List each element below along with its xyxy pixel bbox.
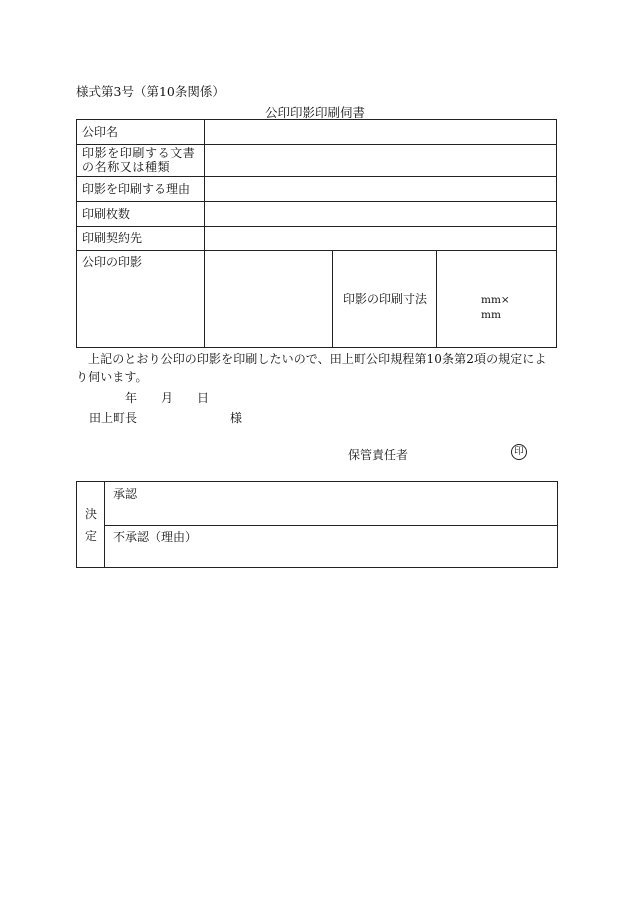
date-day: 日 [197,391,210,405]
decision-label-top: 決 [85,507,98,521]
decision-label-bottom: 定 [85,529,98,543]
seal-impression-area[interactable] [206,252,331,347]
approve-option[interactable]: 承認 [113,487,138,501]
column-divider [436,250,437,348]
date-month: 月 [161,391,174,405]
column-divider [204,120,205,347]
print-reason-label: 印影を印刷する理由 [82,182,191,196]
seal-mark-icon: 印 [511,444,527,460]
document-name-field[interactable] [206,146,556,175]
print-reason-field[interactable] [206,178,556,200]
decision-box [76,481,558,568]
date-year: 年 [125,391,138,405]
print-contractor-label: 印刷契約先 [82,231,143,245]
honorific: 様 [230,411,243,425]
document-name-label-line2: の名称又は種類 [82,160,171,174]
row-divider [77,201,556,202]
row-divider [77,250,556,251]
custodian-label: 保管責任者 [348,448,409,462]
print-count-label: 印刷枚数 [82,207,131,221]
addressee: 田上町長 [89,411,138,425]
form-number: 様式第3号（第10条関係） [76,84,225,99]
print-size-label: 印影の印刷寸法 [343,292,428,306]
row-divider [104,525,557,526]
column-divider [332,250,333,348]
row-divider [77,226,556,227]
row-divider [77,144,556,145]
print-contractor-field[interactable] [206,228,556,249]
seal-name-field[interactable] [206,121,556,143]
disapprove-option[interactable]: 不承認（理由） [113,530,198,544]
request-statement: 上記のとおり公印の印影を印刷したいので、田上町公印規程第10条第2項の規定により伺います。 [76,352,547,384]
row-divider [77,176,556,177]
application-table [76,119,557,348]
print-count-field[interactable] [206,203,556,225]
seal-impression-label: 公印の印影 [82,255,143,269]
document-title: 公印印影印刷伺書 [264,105,365,120]
document-name-label-line1: 印影を印刷する文書 [82,146,196,160]
seal-name-label: 公印名 [82,125,119,139]
print-size-value: mm× mm [481,294,542,321]
